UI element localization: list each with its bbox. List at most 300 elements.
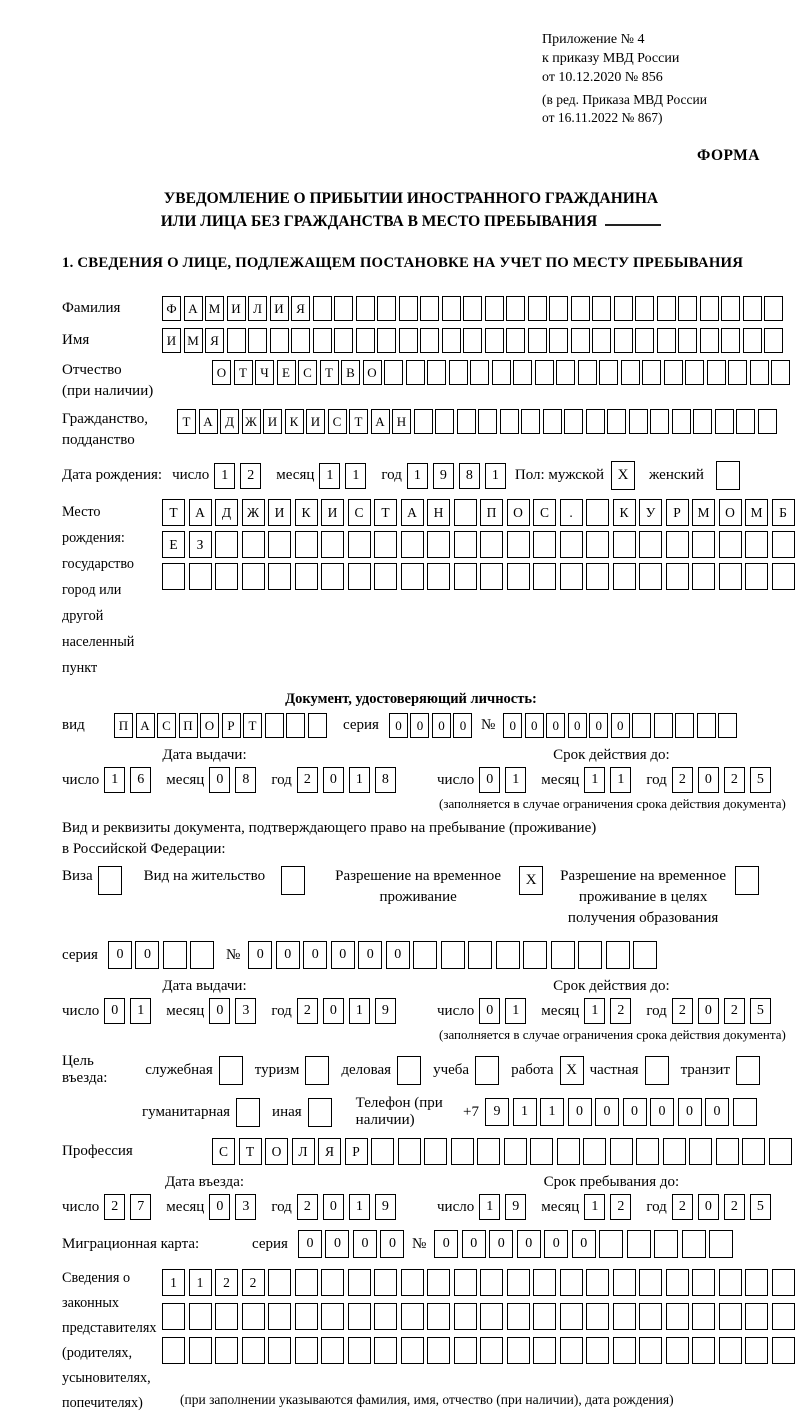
form-cell [496, 941, 520, 969]
form-cell [374, 531, 397, 558]
residence-valid-date [437, 998, 786, 1024]
form-cell: 0 [209, 1194, 230, 1220]
form-cell [614, 328, 633, 353]
form-cell: 1 [505, 767, 526, 793]
month-label: месяц [166, 1198, 205, 1215]
form-cell [719, 1269, 742, 1296]
form-cell [507, 563, 530, 590]
form-cell: 0 [432, 713, 451, 738]
form-cell [219, 1056, 243, 1085]
form-cell [190, 941, 214, 969]
form-cell [414, 409, 433, 434]
form-cell [743, 328, 762, 353]
form-cell [215, 563, 238, 590]
representatives-cells-row2 [162, 1303, 798, 1330]
form-cell [639, 1269, 662, 1296]
form-cell [348, 531, 371, 558]
form-cell: И [270, 296, 289, 321]
form-cell [533, 1303, 556, 1330]
purpose-row1 [62, 1053, 760, 1087]
form-cell: 1 [610, 767, 631, 793]
form-cell [485, 296, 504, 321]
representatives-note: (при заполнении указываются фамилия, имя, отчество (при наличии), дата рождения) [180, 1392, 674, 1407]
form-cell [475, 1056, 499, 1085]
purpose-other-checkbox [308, 1098, 332, 1127]
form-cell [397, 1056, 421, 1085]
year-label: год [381, 467, 402, 483]
form-cell: Т [374, 499, 397, 526]
form-cell [480, 1269, 503, 1296]
form-cell [629, 409, 648, 434]
form-cell [675, 713, 694, 738]
id-doc-dates-block [62, 747, 786, 812]
form-cell [321, 1269, 344, 1296]
phone-prefix: +7 [463, 1103, 479, 1120]
form-cell [480, 1303, 503, 1330]
form-cell [735, 866, 759, 895]
form-cell: И [263, 409, 282, 434]
temporary-permit-education-label: Разрешение на временное проживание в целях получения образования [560, 868, 727, 926]
form-cell [666, 531, 689, 558]
form-cell [348, 1269, 371, 1296]
citizenship-row [62, 409, 760, 451]
residence-doc-line2: в Российской Федерации: [62, 841, 226, 857]
residence-issue-date [62, 998, 437, 1024]
form-cell: 1 [349, 767, 370, 793]
form-cell [551, 941, 575, 969]
form-cell [678, 296, 697, 321]
migration-number-cells [434, 1230, 737, 1258]
form-cell [163, 941, 187, 969]
appendix-line: Приложение № 4 [542, 32, 645, 47]
form-cell [308, 713, 327, 738]
form-cell [627, 1230, 651, 1258]
form-cell: 0 [517, 1230, 541, 1258]
form-cell: Я [205, 328, 224, 353]
form-cell [454, 1337, 477, 1364]
form-cell [424, 1138, 447, 1165]
form-title-line2: ИЛИ ЛИЦА БЕЗ ГРАЖДАНСТВА В МЕСТО ПРЕБЫВАНИЯ [62, 210, 760, 233]
form-cell: Т [239, 1138, 262, 1165]
form-cell: 6 [130, 767, 151, 793]
form-cell [451, 1138, 474, 1165]
form-cell: 2 [240, 463, 261, 489]
form-cell [242, 1303, 265, 1330]
id-issue-year-cells [297, 767, 401, 793]
section1-heading: 1. СВЕДЕНИЯ О ЛИЦЕ, ПОДЛЕЖАЩЕМ ПОСТАНОВКЕ НА УЧЕТ ПО МЕСТУ ПРЕБЫВАНИЯ [62, 255, 744, 271]
surname-label: Фамилия [62, 300, 121, 316]
form-cell: 2 [724, 1194, 745, 1220]
purpose-private-checkbox [645, 1056, 669, 1085]
migration-number-label: № [411, 1235, 427, 1252]
id-valid-month-cells [584, 767, 636, 793]
form-cell [427, 1269, 450, 1296]
form-cell [265, 713, 284, 738]
form-cell: 0 [303, 941, 327, 969]
form-cell [413, 941, 437, 969]
month-label: месяц [166, 1002, 205, 1019]
form-cell: А [184, 296, 203, 321]
form-cell [606, 941, 630, 969]
form-cell: Р [345, 1138, 368, 1165]
form-cell: 3 [235, 1194, 256, 1220]
visa-checkbox [98, 866, 122, 895]
purpose-label: Цель въезда: [62, 1053, 108, 1086]
form-cell [356, 328, 375, 353]
form-cell: 0 [209, 998, 230, 1024]
id-doc-validity-note: (заполняется в случае ограничения срока действия документа) [438, 796, 786, 811]
residence-doc-validity-note: (заполняется в случае ограничения срока действия документа) [438, 1027, 786, 1042]
day-label: число [62, 771, 100, 788]
form-cell [528, 296, 547, 321]
representatives-label2: законных [62, 1295, 119, 1311]
year-label: год [271, 771, 292, 788]
form-cell [586, 1337, 609, 1364]
purpose-transit-label: транзит [680, 1061, 730, 1078]
form-cell: И [268, 499, 291, 526]
form-cell: 9 [485, 1098, 509, 1126]
form-cell [507, 1269, 530, 1296]
temporary-permit-education-checkbox [735, 866, 759, 895]
firstname-label: Имя [62, 332, 90, 348]
form-cell [420, 328, 439, 353]
amendment-line: (в ред. Приказа МВД России [542, 92, 707, 107]
form-cell [666, 1337, 689, 1364]
form-cell [463, 328, 482, 353]
form-cell: 1 [505, 998, 526, 1024]
representatives-label6: попечителях) [62, 1395, 143, 1411]
form-cell: 0 [135, 941, 159, 969]
form-cell: А [401, 499, 424, 526]
year-label: год [646, 1198, 667, 1215]
form-cell [718, 713, 737, 738]
form-cell [313, 328, 332, 353]
form-cell [636, 1138, 659, 1165]
form-cell [162, 563, 185, 590]
form-cell: 0 [276, 941, 300, 969]
form-cell [599, 1230, 623, 1258]
form-cell [692, 1337, 715, 1364]
form-cell: 0 [331, 941, 355, 969]
form-cell [477, 1138, 500, 1165]
birthdate-label: Дата рождения: [62, 467, 163, 483]
form-cell: 5 [750, 998, 771, 1024]
form-cell: М [692, 499, 715, 526]
form-cell [291, 328, 310, 353]
residence-permit-checkbox [281, 866, 305, 895]
form-cell: 2 [724, 998, 745, 1024]
form-cell: 0 [503, 713, 522, 738]
form-cell: . [560, 499, 583, 526]
form-cell [635, 328, 654, 353]
residence-issue-month-cells [209, 998, 261, 1024]
purpose-study-label: учеба [433, 1061, 470, 1078]
form-cell: 0 [705, 1098, 729, 1126]
form-cell [427, 360, 446, 385]
id-doc-row [62, 713, 760, 738]
residence-doc-dates-block [62, 978, 786, 1043]
month-label: месяц [541, 1002, 580, 1019]
citizenship-label2: подданство [62, 432, 135, 448]
form-cell [664, 360, 683, 385]
form-cell [728, 360, 747, 385]
form-cell [236, 1098, 260, 1127]
form-cell [772, 1337, 795, 1364]
form-cell: 1 [189, 1269, 212, 1296]
id-issue-day-cells [104, 767, 156, 793]
form-cell: Т [177, 409, 196, 434]
entry-date-heading: Дата въезда: [164, 1174, 245, 1190]
form-cell [427, 563, 450, 590]
form-cell: Е [277, 360, 296, 385]
form-cell: Ч [255, 360, 274, 385]
form-cell: З [189, 531, 212, 558]
form-cell [321, 1303, 344, 1330]
citizenship-cells [177, 409, 779, 434]
amendment-reference [542, 91, 760, 127]
profession-cells [212, 1138, 795, 1165]
form-cell: 2 [610, 1194, 631, 1220]
form-cell [295, 531, 318, 558]
form-cell [371, 1138, 394, 1165]
form-cell [657, 296, 676, 321]
form-cell [242, 1337, 265, 1364]
form-cell: И [306, 409, 325, 434]
form-cell [454, 1303, 477, 1330]
purpose-work-checkbox [560, 1056, 584, 1085]
phone-label: Телефон (при наличии) [355, 1095, 443, 1128]
form-cell: 0 [108, 941, 132, 969]
form-cell: 0 [489, 1230, 513, 1258]
form-cell [700, 296, 719, 321]
form-cell: А [136, 713, 155, 738]
form-cell [528, 328, 547, 353]
form-cell [506, 328, 525, 353]
form-cell [268, 1337, 291, 1364]
id-valid-year-cells [672, 767, 776, 793]
form-cell [692, 531, 715, 558]
form-cell [764, 296, 783, 321]
form-cell [521, 409, 540, 434]
purpose-business-label: деловая [341, 1061, 392, 1078]
form-cell [401, 1303, 424, 1330]
form-cell [733, 1098, 757, 1126]
patronymic-label: Отчество [62, 362, 122, 378]
residence-number-label: № [225, 946, 241, 963]
residence-valid-year-cells [672, 998, 776, 1024]
birthplace-label1: Место рождения: [62, 504, 125, 546]
form-cell: О [212, 360, 231, 385]
form-cell [772, 1269, 795, 1296]
form-cell [736, 1056, 760, 1085]
form-cell: 2 [672, 767, 693, 793]
form-cell: 9 [505, 1194, 526, 1220]
stay-until-heading: Срок пребывания до: [543, 1174, 680, 1190]
form-cell [549, 296, 568, 321]
residence-valid-heading: Срок действия до: [553, 978, 670, 994]
form-cell: 0 [410, 713, 429, 738]
form-cell: Т [349, 409, 368, 434]
entry-year-cells [297, 1194, 401, 1220]
form-cell [666, 563, 689, 590]
form-cell: 9 [433, 463, 454, 489]
form-cell [599, 360, 618, 385]
form-cell [321, 531, 344, 558]
id-valid-heading: Срок действия до: [553, 747, 670, 763]
form-cell [270, 328, 289, 353]
residence-doc-line1: Вид и реквизиты документа, подтверждающего право на пребывание (проживание) [62, 820, 597, 836]
form-cell: 0 [568, 1098, 592, 1126]
form-cell [420, 296, 439, 321]
form-cell [308, 1098, 332, 1127]
form-label: ФОРМА [696, 147, 760, 164]
form-cell [384, 360, 403, 385]
form-cell: 8 [375, 767, 396, 793]
form-cell [607, 409, 626, 434]
form-cell: Т [234, 360, 253, 385]
form-cell: X [519, 866, 543, 895]
month-label: месяц [541, 1198, 580, 1215]
form-cell: О [363, 360, 382, 385]
form-cell [586, 563, 609, 590]
form-cell [758, 409, 777, 434]
day-label: число [172, 467, 210, 483]
form-title-line1: УВЕДОМЛЕНИЕ О ПРИБЫТИИ ИНОСТРАННОГО ГРАЖДАНИНА [163, 190, 659, 207]
purpose-official-checkbox [219, 1056, 243, 1085]
form-cell [189, 1303, 212, 1330]
surname-row [62, 296, 760, 321]
form-cell [743, 296, 762, 321]
form-cell: 1 [584, 767, 605, 793]
form-cell: 0 [353, 1230, 377, 1258]
form-cell [295, 1337, 318, 1364]
temporary-permit-label: Разрешение на временное проживание [335, 868, 502, 905]
id-doc-kind-cells [114, 713, 329, 738]
form-cell: 0 [544, 1230, 568, 1258]
form-cell [457, 409, 476, 434]
form-cell [560, 563, 583, 590]
form-cell [689, 1138, 712, 1165]
month-label: месяц [166, 771, 205, 788]
form-cell: 0 [479, 998, 500, 1024]
stay-until-date [437, 1194, 786, 1220]
form-cell [633, 941, 657, 969]
form-cell [348, 1303, 371, 1330]
form-cell: А [371, 409, 390, 434]
form-cell: 0 [325, 1230, 349, 1258]
residence-issue-year-cells [297, 998, 401, 1024]
form-cell: О [200, 713, 219, 738]
form-cell [480, 531, 503, 558]
representatives-cells-row3 [162, 1337, 798, 1364]
day-label: число [62, 1002, 100, 1019]
form-cell [242, 563, 265, 590]
form-cell: С [328, 409, 347, 434]
residence-option-visa [62, 866, 122, 895]
form-cell: 0 [386, 941, 410, 969]
appendix-line: от 10.12.2020 № 856 [542, 70, 663, 85]
form-cell [772, 1303, 795, 1330]
form-cell [286, 713, 305, 738]
residence-doc-options [62, 866, 760, 929]
form-cell [478, 409, 497, 434]
appendix-line: к приказу МВД России [542, 51, 680, 66]
form-cell [666, 1303, 689, 1330]
form-cell [507, 1303, 530, 1330]
form-cell: 2 [215, 1269, 238, 1296]
representatives-label4: (родителях, [62, 1345, 133, 1361]
year-label: год [271, 1002, 292, 1019]
form-cell [639, 1303, 662, 1330]
form-cell [533, 1269, 556, 1296]
form-cell [492, 360, 511, 385]
form-cell: 9 [375, 998, 396, 1024]
amendment-line: от 16.11.2022 № 867) [542, 110, 663, 125]
form-cell: Р [666, 499, 689, 526]
form-cell: М [184, 328, 203, 353]
birthplace-cells-row2 [162, 531, 798, 558]
form-cell: 0 [209, 767, 230, 793]
form-cell: 0 [104, 998, 125, 1024]
sex-female-label: женский [649, 467, 704, 483]
id-doc-series-label: серия [343, 717, 379, 733]
form-cell [592, 328, 611, 353]
form-cell [406, 360, 425, 385]
form-cell: 1 [214, 463, 235, 489]
birthdate-sex-row [62, 461, 760, 490]
form-cell: М [205, 296, 224, 321]
form-cell [227, 328, 246, 353]
form-cell: О [507, 499, 530, 526]
form-cell: 0 [546, 713, 565, 738]
form-cell [560, 1303, 583, 1330]
form-cell [305, 1056, 329, 1085]
form-cell [632, 713, 651, 738]
form-cell: К [285, 409, 304, 434]
form-cell [666, 1269, 689, 1296]
form-cell: 0 [453, 713, 472, 738]
form-cell [470, 360, 489, 385]
form-cell [772, 563, 795, 590]
form-cell: П [480, 499, 503, 526]
id-doc-heading: Документ, удостоверяющий личность: [285, 691, 537, 707]
form-cell: О [719, 499, 742, 526]
stay-month-cells [584, 1194, 636, 1220]
form-cell [454, 531, 477, 558]
form-cell: 2 [297, 1194, 318, 1220]
form-cell [721, 296, 740, 321]
form-cell [560, 1337, 583, 1364]
form-cell: И [227, 296, 246, 321]
form-cell [374, 1337, 397, 1364]
form-cell [692, 563, 715, 590]
form-cell: 2 [610, 998, 631, 1024]
residence-option-residence-permit [144, 866, 305, 895]
form-cell [374, 563, 397, 590]
form-cell [189, 563, 212, 590]
form-cell [736, 409, 755, 434]
form-cell: 1 [485, 463, 506, 489]
form-cell [642, 360, 661, 385]
representatives-cells-row1 [162, 1269, 798, 1296]
form-cell [645, 1056, 669, 1085]
form-cell [709, 1230, 733, 1258]
form-cell [716, 461, 740, 490]
form-cell [321, 1337, 344, 1364]
form-cell: Д [215, 499, 238, 526]
form-cell [639, 563, 662, 590]
form-cell [356, 296, 375, 321]
